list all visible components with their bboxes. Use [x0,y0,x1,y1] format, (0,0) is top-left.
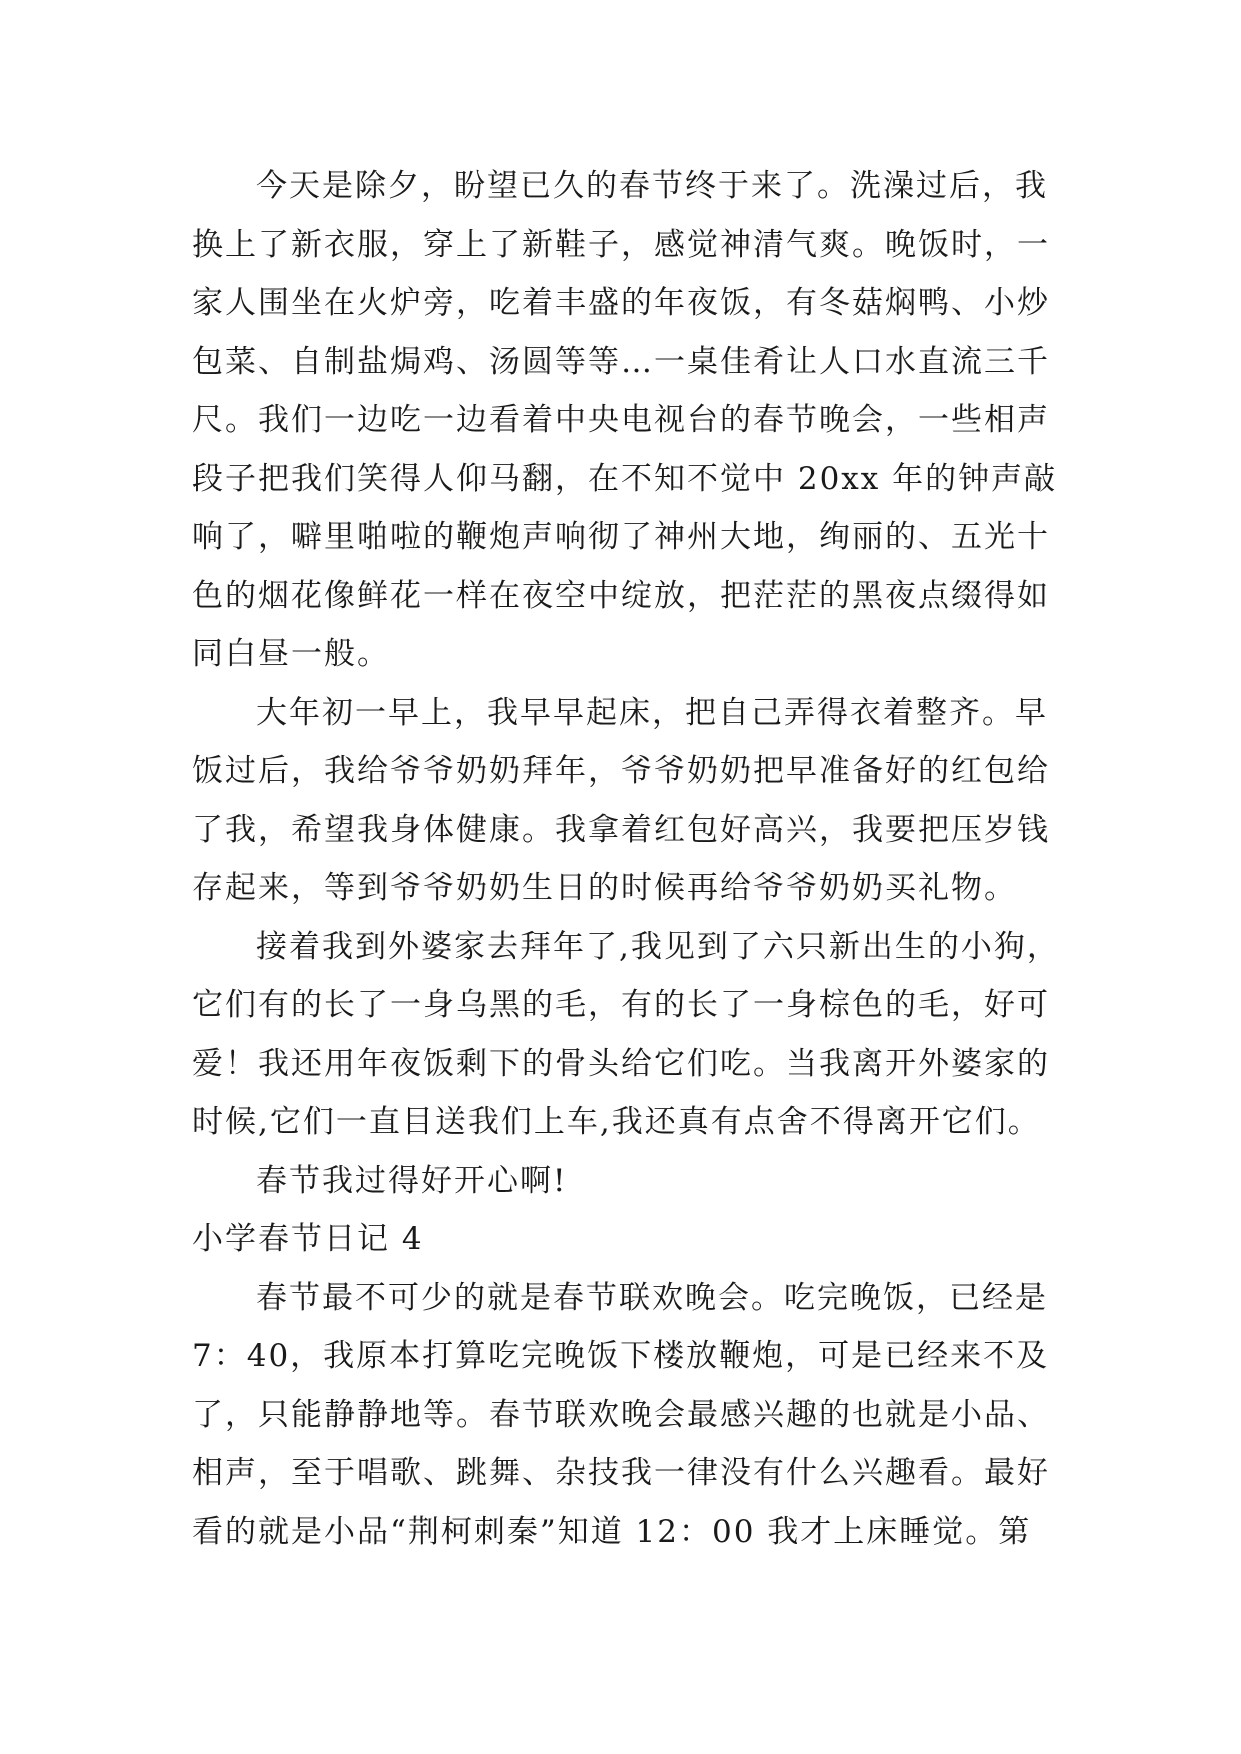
text-line: 今天是除夕，盼望已久的春节终于来了。洗澡过后，我 [256,168,1048,204]
text-line: 相声，至于唱歌、跳舞、杂技我一律没有什么兴趣看。最好 [192,1455,1050,1491]
text-line: 了我，希望我身体健康。我拿着红包好高兴，我要把压岁钱 [192,811,1050,848]
text-line: 尺。我们一边吃一边看着中央电视台的春节晚会，一些相声 [192,402,1050,438]
text-line: 家人围坐在火炉旁，吃着丰盛的年夜饭，有冬菇焖鸭、小炒 [192,285,1050,321]
text-line: 爱！我还用年夜饭剩下的骨头给它们吃。当我离开外婆家的 [192,1045,1050,1082]
text-line: 存起来，等到爷爷奶奶生日的时候再给爷爷奶奶买礼物。 [192,870,1017,906]
text-line: 响了，噼里啪啦的鞭炮声响彻了神州大地，绚丽的、五光十 [192,519,1050,555]
text-line: 同白昼一般。 [192,636,390,672]
text-line: 包菜、自制盐焗鸡、汤圆等等…一桌佳肴让人口水直流三千 [192,343,1050,380]
text-line: 7：40，我原本打算吃完晚饭下楼放鞭炮，可是已经来不及 [192,1338,1050,1374]
text-line: 换上了新衣服，穿上了新鞋子，感觉神清气爽。晚饭时，一 [192,226,1050,263]
text-line: 了，只能静静地等。春节联欢晚会最感兴趣的也就是小品、 [192,1396,1050,1433]
document-body [192,157,1072,1561]
text-line: 看的就是小品“荆柯刺秦”知道 12：00 我才上床睡觉。第 [192,1513,1032,1550]
text-line: 饭过后，我给爷爷奶奶拜年，爷爷奶奶把早准备好的红包给 [192,753,1050,789]
text-line: 大年初一早上，我早早起床，把自己弄得衣着整齐。早 [256,694,1048,731]
section-heading: 小学春节日记 4 [192,1221,424,1257]
text-line: 色的烟花像鲜花一样在夜空中绽放，把茫茫的黑夜点缀得如 [192,577,1050,614]
text-line: 段子把我们笑得人仰马翻，在不知不觉中 20xx 年的钟声敲 [192,460,1058,497]
text-line: 它们有的长了一身乌黑的毛，有的长了一身棕色的毛，好可 [192,987,1050,1023]
text-line: 接着我到外婆家去拜年了,我见到了六只新出生的小狗， [256,928,1060,965]
text-line: 春节我过得好开心啊! [256,1162,568,1199]
text-line: 时候,它们一直目送我们上车,我还真有点舍不得离开它们。 [192,1104,1041,1140]
text-line: 春节最不可少的就是春节联欢晚会。吃完晚饭，已经是 [256,1279,1048,1316]
